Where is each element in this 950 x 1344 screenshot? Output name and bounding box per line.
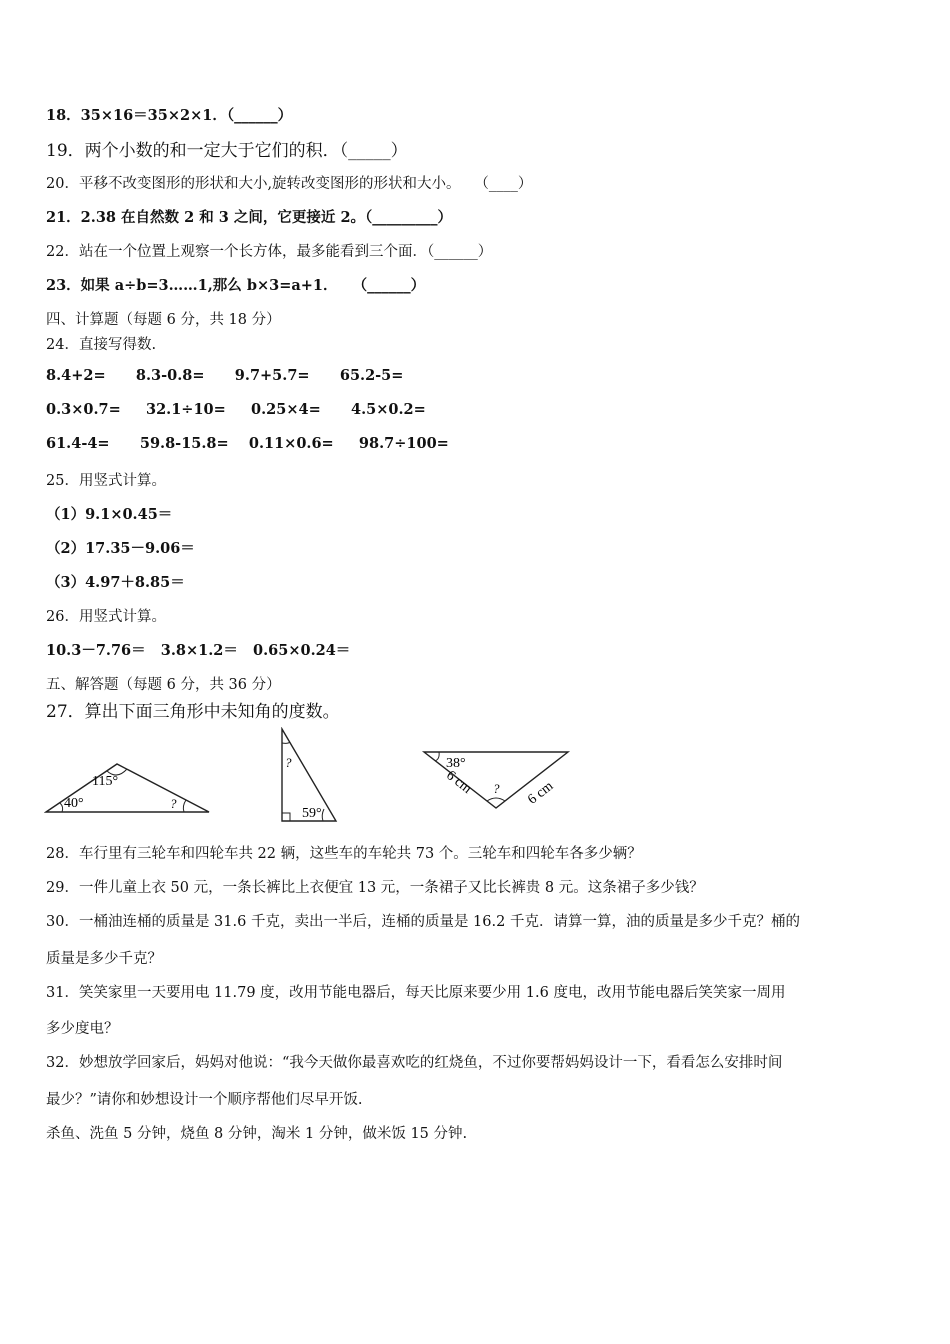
- triangle-2-figure: [276, 727, 342, 825]
- triangle-3-side-left: 6 cm: [443, 768, 475, 797]
- q24-row1: 8.4+2= 8.3-0.8= 9.7+5.7= 65.2-5=: [46, 367, 404, 384]
- q32-line2: 最少？”请你和妙想设计一个顺序帮他们尽早开饭.: [46, 1092, 363, 1108]
- triangle-2-angle-bottom: 59°: [302, 806, 322, 821]
- q24-title: 24．直接写得数.: [46, 337, 157, 353]
- triangle-2-unknown: ?: [285, 755, 292, 770]
- q21: 21．2.38 在自然数 2 和 3 之间，它更接近 2。（_________）: [46, 209, 453, 226]
- section4-title: 四、计算题（每题 6 分，共 18 分）: [46, 312, 281, 328]
- q26-row: 10.3－7.76＝ 3.8×1.2＝ 0.65×0.24＝: [46, 642, 351, 659]
- triangle-3-figure: [421, 748, 573, 812]
- q22: 22．站在一个位置上观察一个长方体，最多能看到三个面．（______）: [46, 244, 493, 260]
- section5-title: 五、解答题（每题 6 分，共 36 分）: [46, 677, 281, 693]
- triangle-3-side-right: 6 cm: [525, 778, 557, 808]
- q24-row2: 0.3×0.7= 32.1÷10= 0.25×4= 4.5×0.2=: [46, 401, 426, 418]
- q25-item1: （1）9.1×0.45＝: [46, 506, 173, 523]
- triangle-3-angle-left: 38°: [446, 756, 466, 771]
- q20: 20．平移不改变图形的形状和大小,旋转改变图形的形状和大小。 （____）: [46, 176, 533, 192]
- q25-item3: （3）4.97＋8.85＝: [46, 574, 185, 591]
- triangle-2-right-angle: [282, 813, 290, 821]
- q31-line2: 多少度电？: [46, 1021, 119, 1037]
- triangle-1-figure: [44, 758, 214, 818]
- triangle-3-arc-bottom: [487, 798, 505, 801]
- q25-title: 25．用竖式计算。: [46, 473, 166, 489]
- triangle-1-angle-top: 115°: [92, 774, 119, 789]
- q28: 28．车行里有三轮车和四轮车共 22 辆，这些车的车轮共 73 个。三轮车和四轮车各多少辆？: [46, 846, 642, 862]
- triangle-1-angle-left: 40°: [64, 796, 84, 811]
- triangle-1-arc-left: [60, 803, 63, 812]
- triangle-3-unknown: ?: [493, 781, 500, 796]
- q30-line2: 质量是多少千克？: [46, 951, 162, 967]
- q24-row3: 61.4-4= 59.8-15.8= 0.11×0.6= 98.7÷100=: [46, 435, 449, 452]
- q23: 23．如果 a÷b=3……1,那么 b×3=a+1． （______）: [46, 277, 426, 294]
- q27-title: 27．算出下面三角形中未知角的度数。: [46, 702, 340, 722]
- q32-line1: 32．妙想放学回家后，妈妈对他说：“我今天做你最喜欢吃的红烧鱼，不过你要帮妈妈设计一下，看看怎么安排时间: [46, 1055, 783, 1071]
- triangle-3-arc-left: [435, 752, 439, 761]
- q25-item2: （2）17.35－9.06＝: [46, 540, 195, 557]
- triangle-2-arc-bottom: [322, 809, 324, 821]
- q29: 29．一件儿童上衣 50 元，一条长裤比上衣便宜 13 元，一条裙子又比长裤贵 8 元。这条裙子多少钱？: [46, 880, 704, 896]
- q30-line1: 30．一桶油连桶的质量是 31.6 千克，卖出一半后，连桶的质量是 16.2 千克．请算一算，油的质量是多少千克？桶的: [46, 914, 800, 930]
- q32-line3: 杀鱼、洗鱼 5 分钟，烧鱼 8 分钟，淘米 1 分钟，做米饭 15 分钟.: [46, 1126, 468, 1142]
- q18: 18．35×16＝35×2×1．（______）: [46, 107, 293, 124]
- q26-title: 26．用竖式计算。: [46, 609, 166, 625]
- q31-line1: 31．笑笑家里一天要用电 11.79 度，改用节能电器后，每天比原来要少用 1.6 度电，改用节能电器后笑笑家一周用: [46, 985, 786, 1001]
- triangle-1-arc-right: [183, 800, 186, 812]
- triangle-1-unknown: ?: [170, 796, 177, 811]
- q19: 19．两个小数的和一定大于它们的积．（_____）: [46, 141, 408, 161]
- triangle-2-arc-top: [282, 742, 290, 743]
